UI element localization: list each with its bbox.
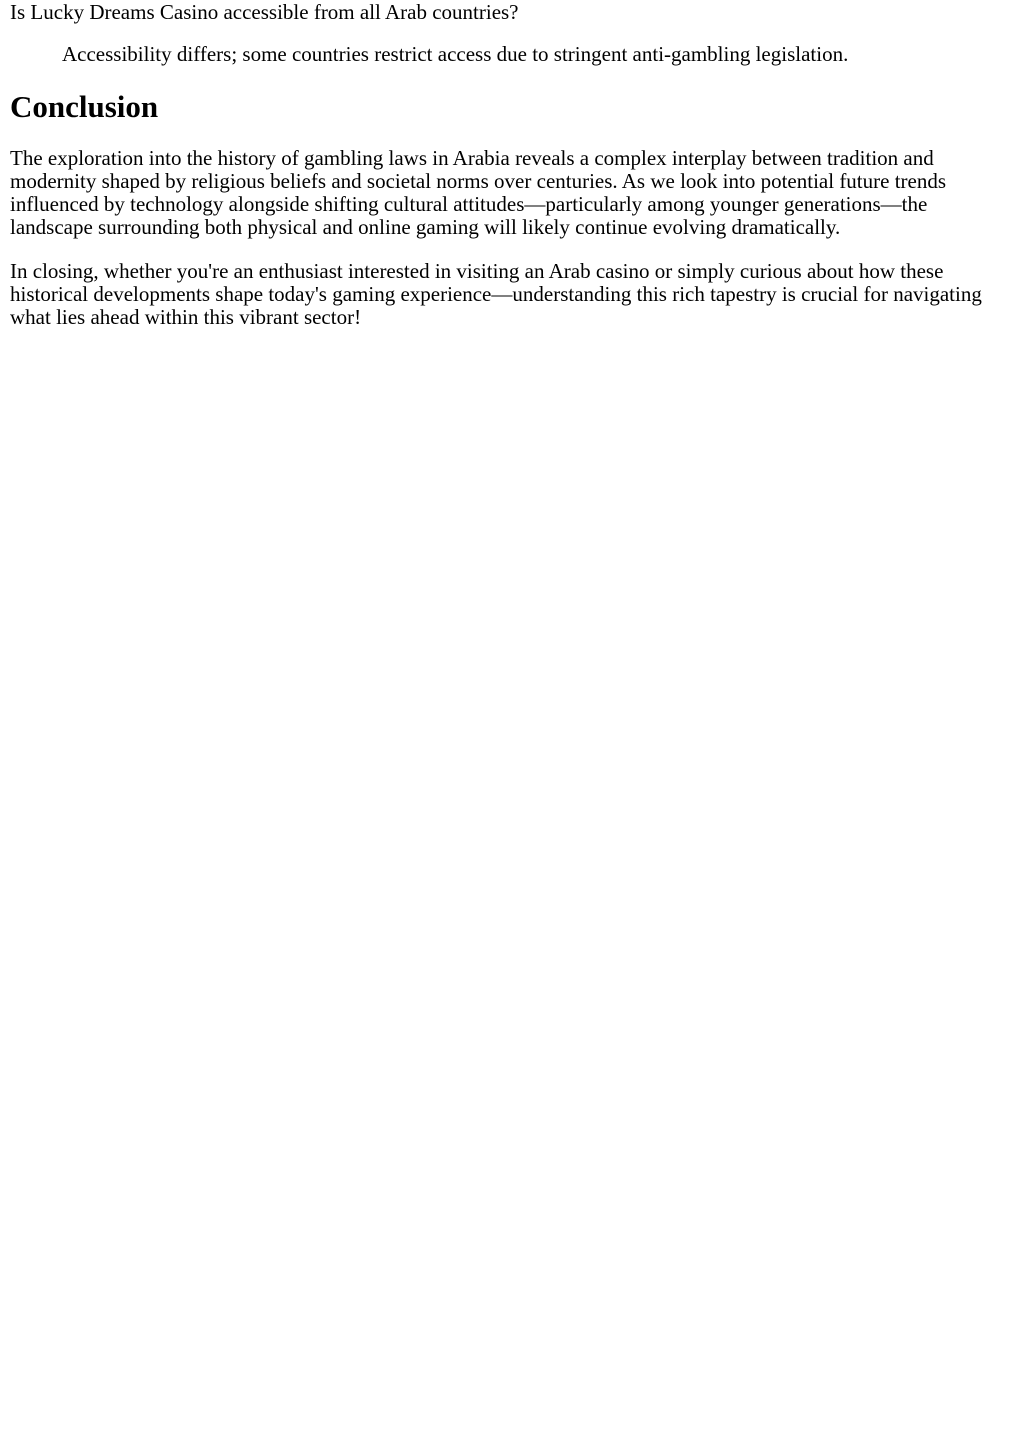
- faq-question: Is Lucky Dreams Casino accessible from all Arab countries?: [10, 0, 519, 24]
- conclusion-paragraph: In closing, whether you're an enthusiast interested in visiting an Arab casino or simply curious about how these historical developments shape today's gaming experience—understanding this rich tapestry is crucial for navigating what lies ahead within this vibrant sector!: [10, 259, 982, 329]
- conclusion-heading: Conclusion: [10, 89, 159, 124]
- conclusion-paragraph: The exploration into the history of gambling laws in Arabia reveals a complex interplay between tradition and modernity shaped by religious beliefs and societal norms over centuries. As we look into potential future trends influenced by technology alongside shifting cultural attitudes—particularly among younger generations—the landscape surrounding both physical and online gaming will likely continue evolving dramatically.: [10, 146, 947, 239]
- faq-list: [10, 0, 1014, 66]
- article-body: [0, 0, 1024, 329]
- faq-answer: Accessibility differs; some countries restrict access due to stringent anti-gambling legislation.: [62, 42, 849, 66]
